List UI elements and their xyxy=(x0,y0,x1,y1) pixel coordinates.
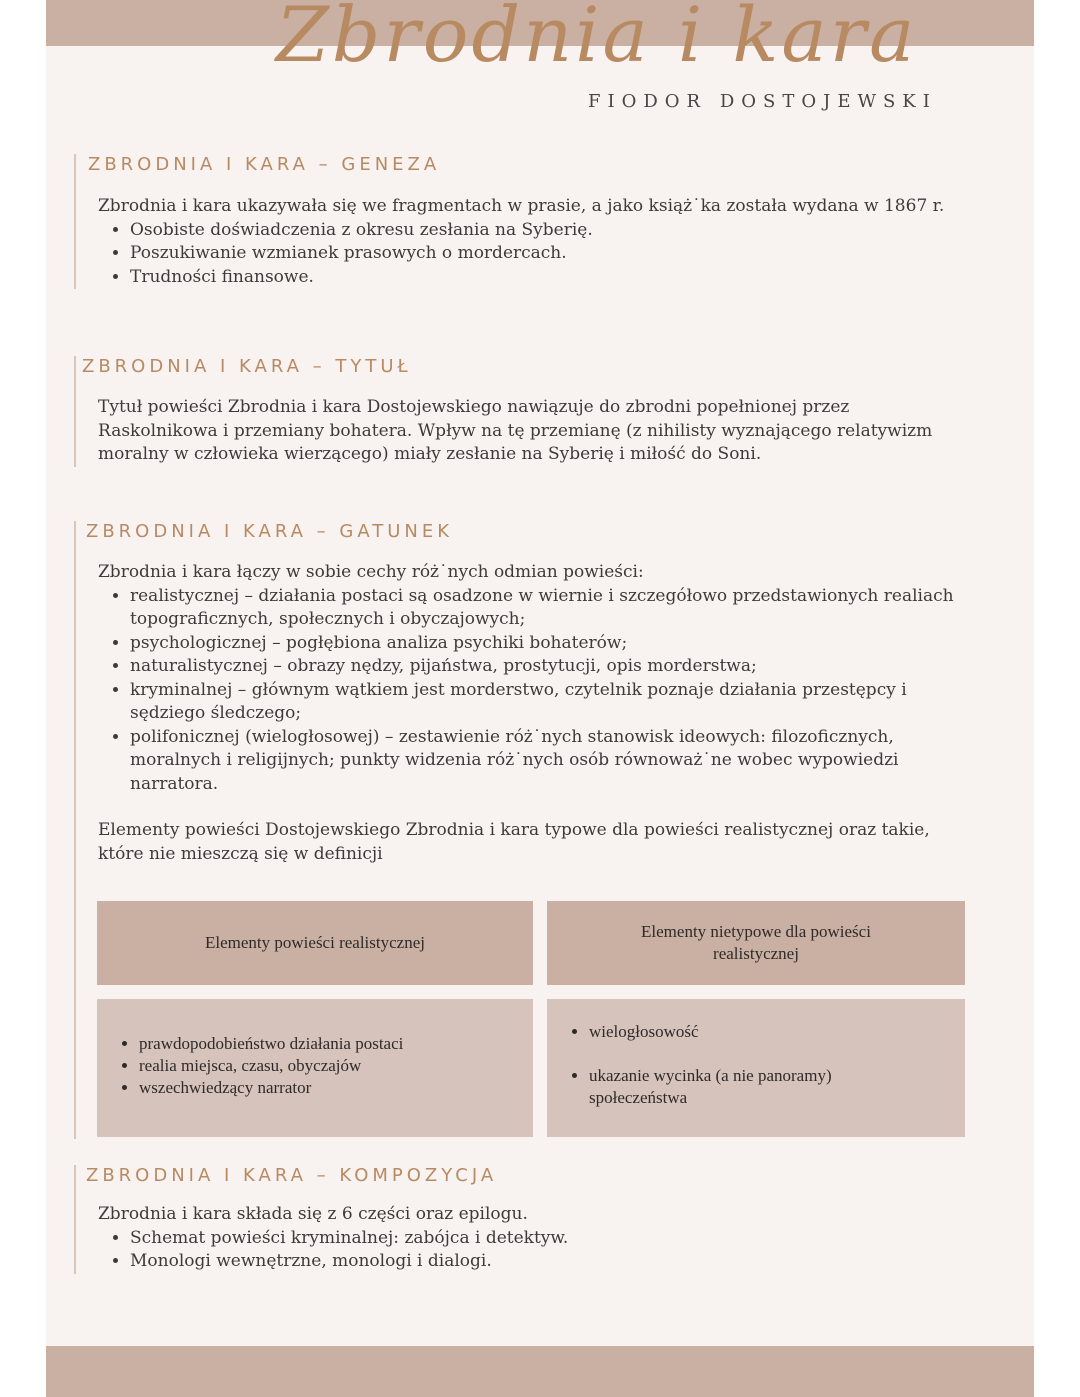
list-item: • wielogłosowość xyxy=(589,1021,965,1043)
bullet-list xyxy=(98,219,968,290)
list-item: • realia miejsca, czasu, obyczajów xyxy=(139,1055,533,1077)
list-item: • Schemat powieści kryminalnej: zabójca i detektyw. xyxy=(130,1227,968,1251)
list-item: • polifonicznej (wielogłosowej) – zestawienie róż˙nych stanowisk ideowych: filozoficznych, moralnych i religijnych; punkty widzenia róż˙nych osób równoważ˙ne wobec wypowiedzi narratora. xyxy=(130,726,968,797)
list-item: • Monologi wewnętrzne, monologi i dialogi. xyxy=(130,1250,968,1274)
section-body xyxy=(76,195,968,289)
comparison-table xyxy=(97,901,965,1137)
section-heading: ZBRODNIA I KARA – GENEZA xyxy=(88,154,441,175)
section-outro: Elementy powieści Dostojewskiego Zbrodnia i kara typowe dla powieści realistycznej oraz takie, które nie mieszczą się w definicji xyxy=(98,820,930,864)
table-header-realistic: Elementy powieści realistycznej xyxy=(97,901,533,985)
list-item: • Osobiste doświadczenia z okresu zesłania na Syberię. xyxy=(130,219,968,243)
list-item: • naturalistycznej – obrazy nędzy, pijaństwa, prostytucji, opis morderstwa; xyxy=(130,655,968,679)
list-item: • wszechwiedzący narrator xyxy=(139,1077,533,1099)
list-item: • realistycznej – działania postaci są osadzone w wiernie i szczegółowo przedstawionych realiach topograficznych, społecznych i obyczajowych; xyxy=(130,585,968,632)
section-heading: ZBRODNIA I KARA – GATUNEK xyxy=(86,521,454,542)
section-intro: Zbrodnia i kara składa się z 6 części oraz epilogu. xyxy=(98,1204,528,1224)
table-cell-atypical xyxy=(547,999,965,1137)
bullet-list xyxy=(547,1021,965,1109)
bullet-list xyxy=(98,1227,968,1274)
section-tytul xyxy=(74,356,968,467)
section-body xyxy=(76,1203,968,1274)
table-cell-realistic xyxy=(97,999,533,1137)
table-header-atypical: Elementy nietypowe dla powieści realistycznej xyxy=(547,901,965,985)
section-heading: ZBRODNIA I KARA – TYTUŁ xyxy=(82,356,412,377)
section-intro: Zbrodnia i kara łączy w sobie cechy róż˙nych odmian powieści: xyxy=(98,562,644,582)
author-name: FIODOR DOSTOJEWSKI xyxy=(588,91,937,112)
section-heading: ZBRODNIA I KARA – KOMPOZYCJA xyxy=(86,1165,498,1186)
bottom-band xyxy=(46,1346,1034,1397)
section-kompozycja xyxy=(74,1165,968,1274)
list-item: • Poszukiwanie wzmianek prasowych o mordercach. xyxy=(130,242,968,266)
list-item: • Trudności finansowe. xyxy=(130,266,968,290)
section-intro: Tytuł powieści Zbrodnia i kara Dostojewskiego nawiązuje do zbrodni popełnionej przez Raskolnikowa i przemiany bohatera. Wpływ na tę przemianę (z nihilisty wyznającego relatywizm moralny w człowieka wierzącego) miały zesłanie na Syberię i miłość do Soni. xyxy=(98,397,933,464)
list-item: • prawdopodobieństwo działania postaci xyxy=(139,1033,533,1055)
section-geneza xyxy=(74,154,968,289)
section-body xyxy=(76,561,968,866)
list-item: • ukazanie wycinka (a nie panoramy) społeczeństwa xyxy=(589,1065,965,1109)
bullet-list xyxy=(98,585,968,797)
section-body xyxy=(76,396,968,467)
document-title: Zbrodnia i kara xyxy=(276,0,918,79)
bullet-list xyxy=(97,1033,533,1099)
list-item: • psychologicznej – pogłębiona analiza psychiki bohaterów; xyxy=(130,632,968,656)
list-item: • kryminalnej – głównym wątkiem jest morderstwo, czytelnik poznaje działania przestępcy i sędziego śledczego; xyxy=(130,679,968,726)
section-intro: Zbrodnia i kara ukazywała się we fragmentach w prasie, a jako książ˙ka została wydana w 1867 r. xyxy=(98,196,945,216)
document-page xyxy=(46,0,1034,1397)
